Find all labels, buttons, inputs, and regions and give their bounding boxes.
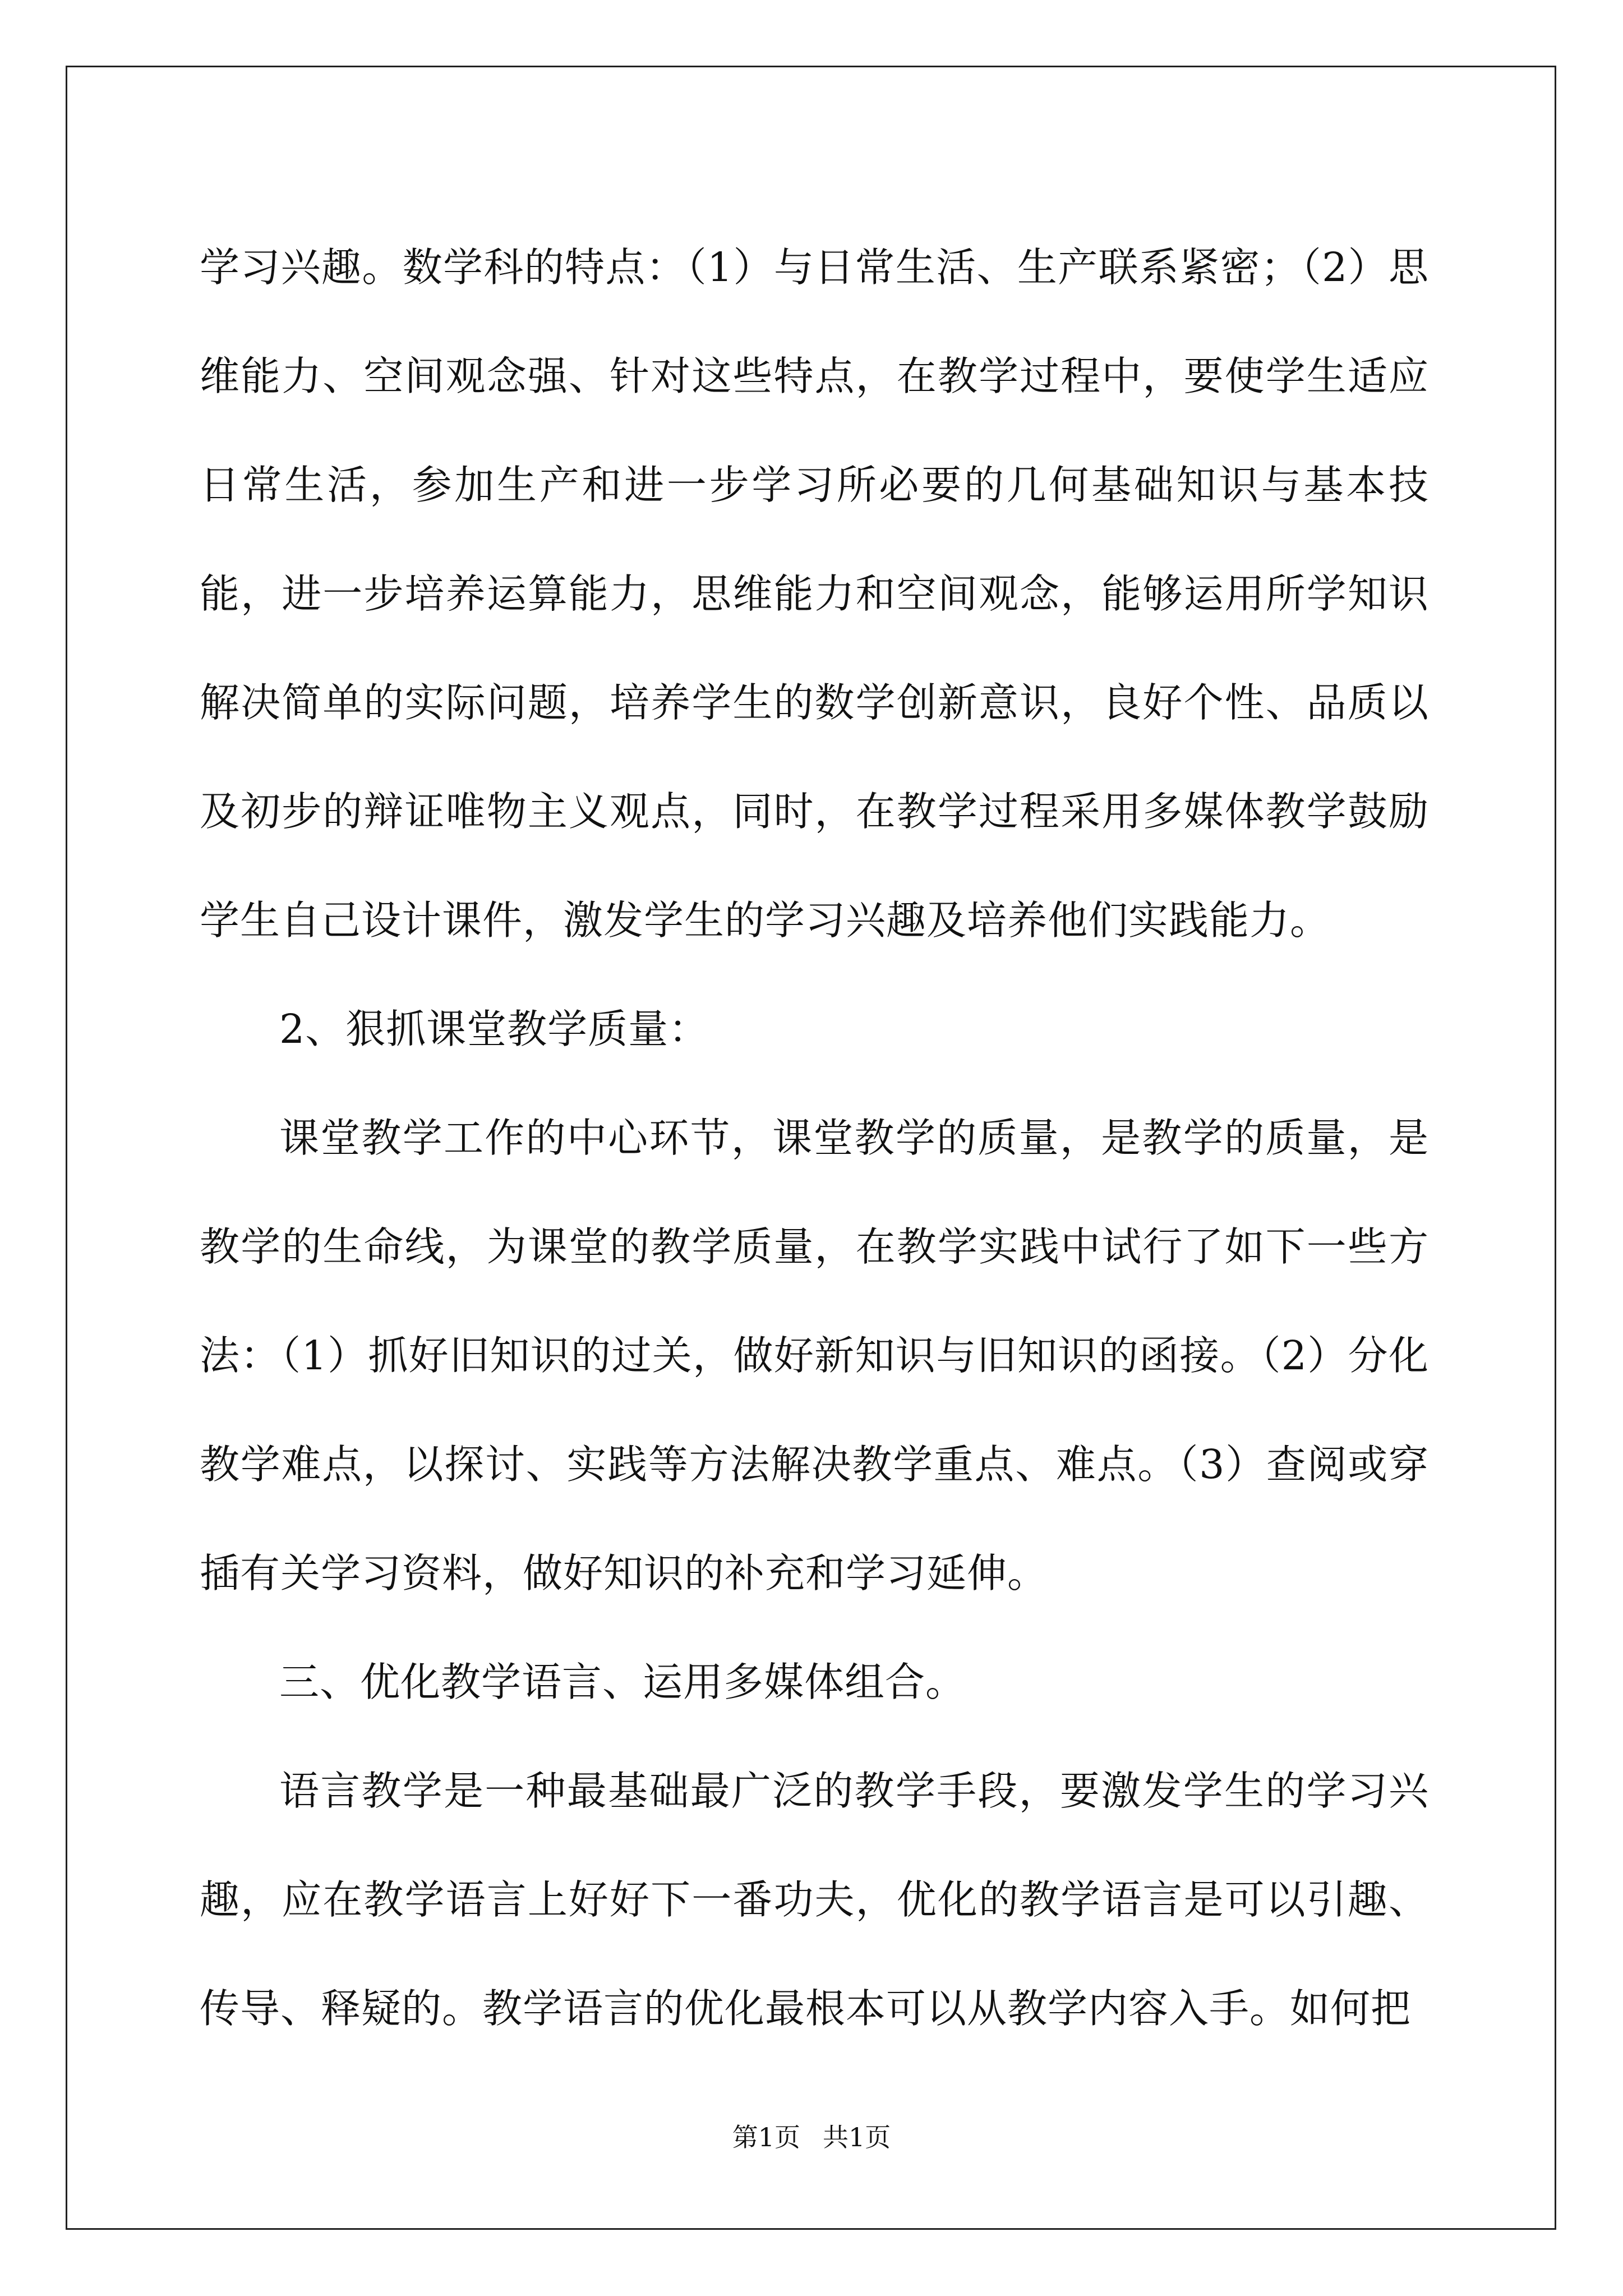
page-total: 共1页 <box>823 2122 891 2152</box>
paragraph-2-heading: 2、狠抓课堂教学质量： <box>279 1006 709 1052</box>
paragraph-1: 学习兴趣。数学科的特点：（1）与日常生活、生产联系紧密；（2）思维能力、空间观念强、针对这些特点，在教学过程中，要使学生适应日常生活，参加生产和进一步学习所必要的几何基础知识与基本技能，进一步培养运算能力，思维能力和空间观念，能够运用所学知识解决简单的实际问题，培养学生的数学创新意识，良好个性、品质以及初步的辩证唯物主义观点，同时，在教学过程采用多媒体教学鼓励学生自己设计课件，激发学生的学习兴趣及培养他们实践能力。 <box>200 244 1429 944</box>
paragraph-4-heading: 三、优化教学语言、运用多媒体组合。 <box>279 1659 966 1705</box>
paragraph-3: 课堂教学工作的中心环节，课堂教学的质量，是教学的质量，是教学的生命线，为课堂的教学质量，在教学实践中试行了如下一些方法：（1）抓好旧知识的过关，做好新知识与旧知识的函接。（2）分化教学难点，以探讨、实践等方法解决教学重点、难点。（3）查阅或穿插有关学习资料，做好知识的补充和学习延伸。 <box>200 1115 1429 1596</box>
page-number: 第1页 <box>732 2122 800 2152</box>
page-footer <box>0 2120 1623 2154</box>
document-body <box>200 213 1429 2063</box>
paragraph-5: 语言教学是一种最基础最广泛的教学手段，要激发学生的学习兴趣，应在教学语言上好好下一番功夫，优化的教学语言是可以引趣、传导、释疑的。教学语言的优化最根本可以从教学内容入手。如何把 <box>200 1768 1429 2032</box>
